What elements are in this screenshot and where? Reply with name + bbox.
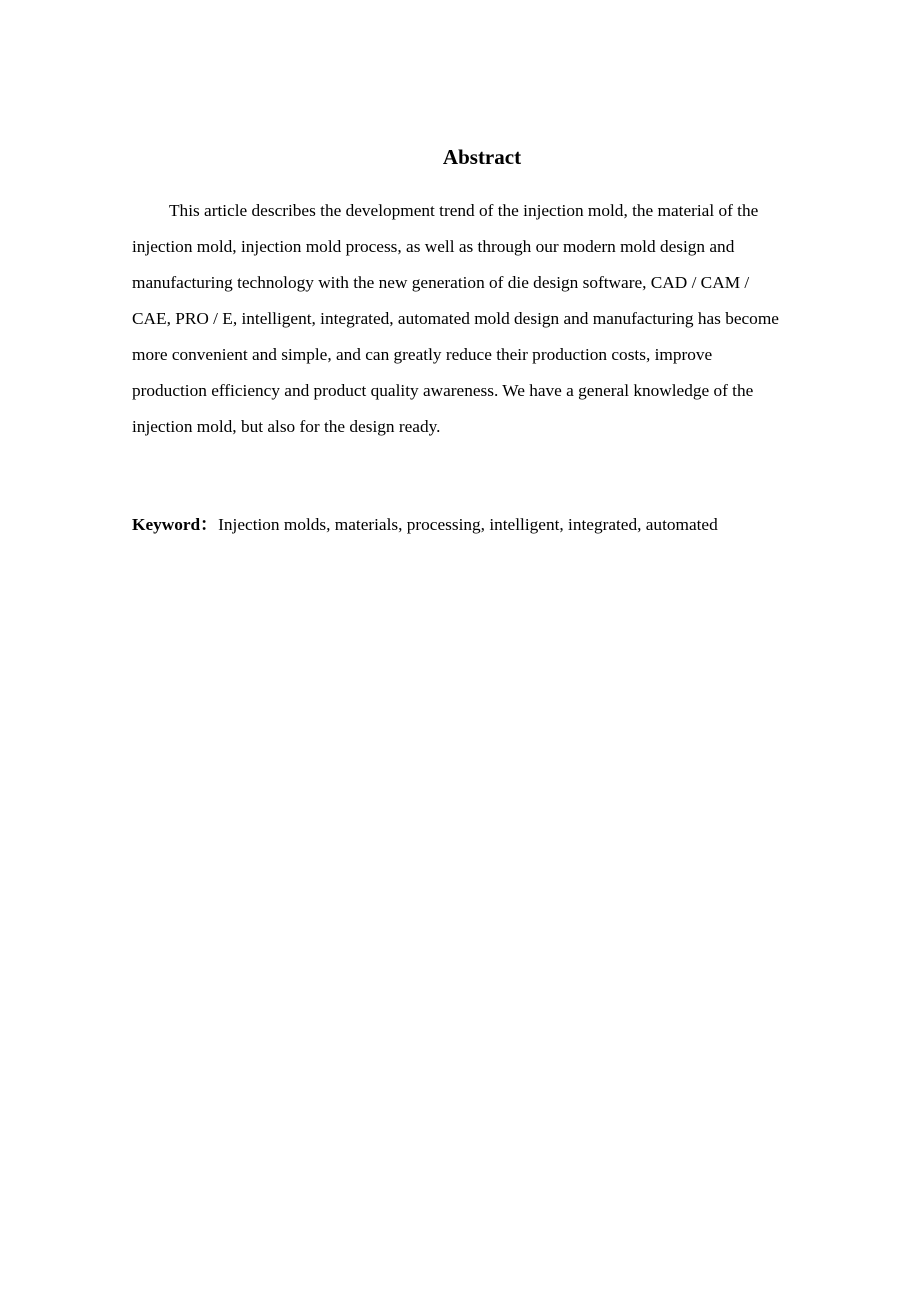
keywords-text: Injection molds, materials, processing, intelligent, integrated, automated: [218, 515, 718, 534]
keywords-separator: ：: [200, 515, 218, 534]
abstract-line: injection mold, but also for the design ready.: [132, 417, 441, 436]
keywords-label: Keyword: [132, 515, 201, 534]
abstract-line: more convenient and simple, and can greatly reduce their production costs, improve: [132, 345, 713, 364]
abstract-line: production efficiency and product quality awareness. We have a general knowledge of the: [132, 381, 754, 400]
abstract-line: injection mold, injection mold process, as well as through our modern mold design and: [132, 237, 735, 256]
abstract-line: manufacturing technology with the new generation of die design software, CAD / CAM /: [132, 273, 750, 292]
keywords: [132, 510, 832, 540]
abstract-line: This article describes the development trend of the injection mold, the material of the: [169, 201, 759, 220]
abstract-line: CAE, PRO / E, intelligent, integrated, automated mold design and manufacturing has become: [132, 309, 779, 328]
abstract-body: [132, 196, 832, 448]
abstract-title: Abstract: [442, 145, 522, 169]
